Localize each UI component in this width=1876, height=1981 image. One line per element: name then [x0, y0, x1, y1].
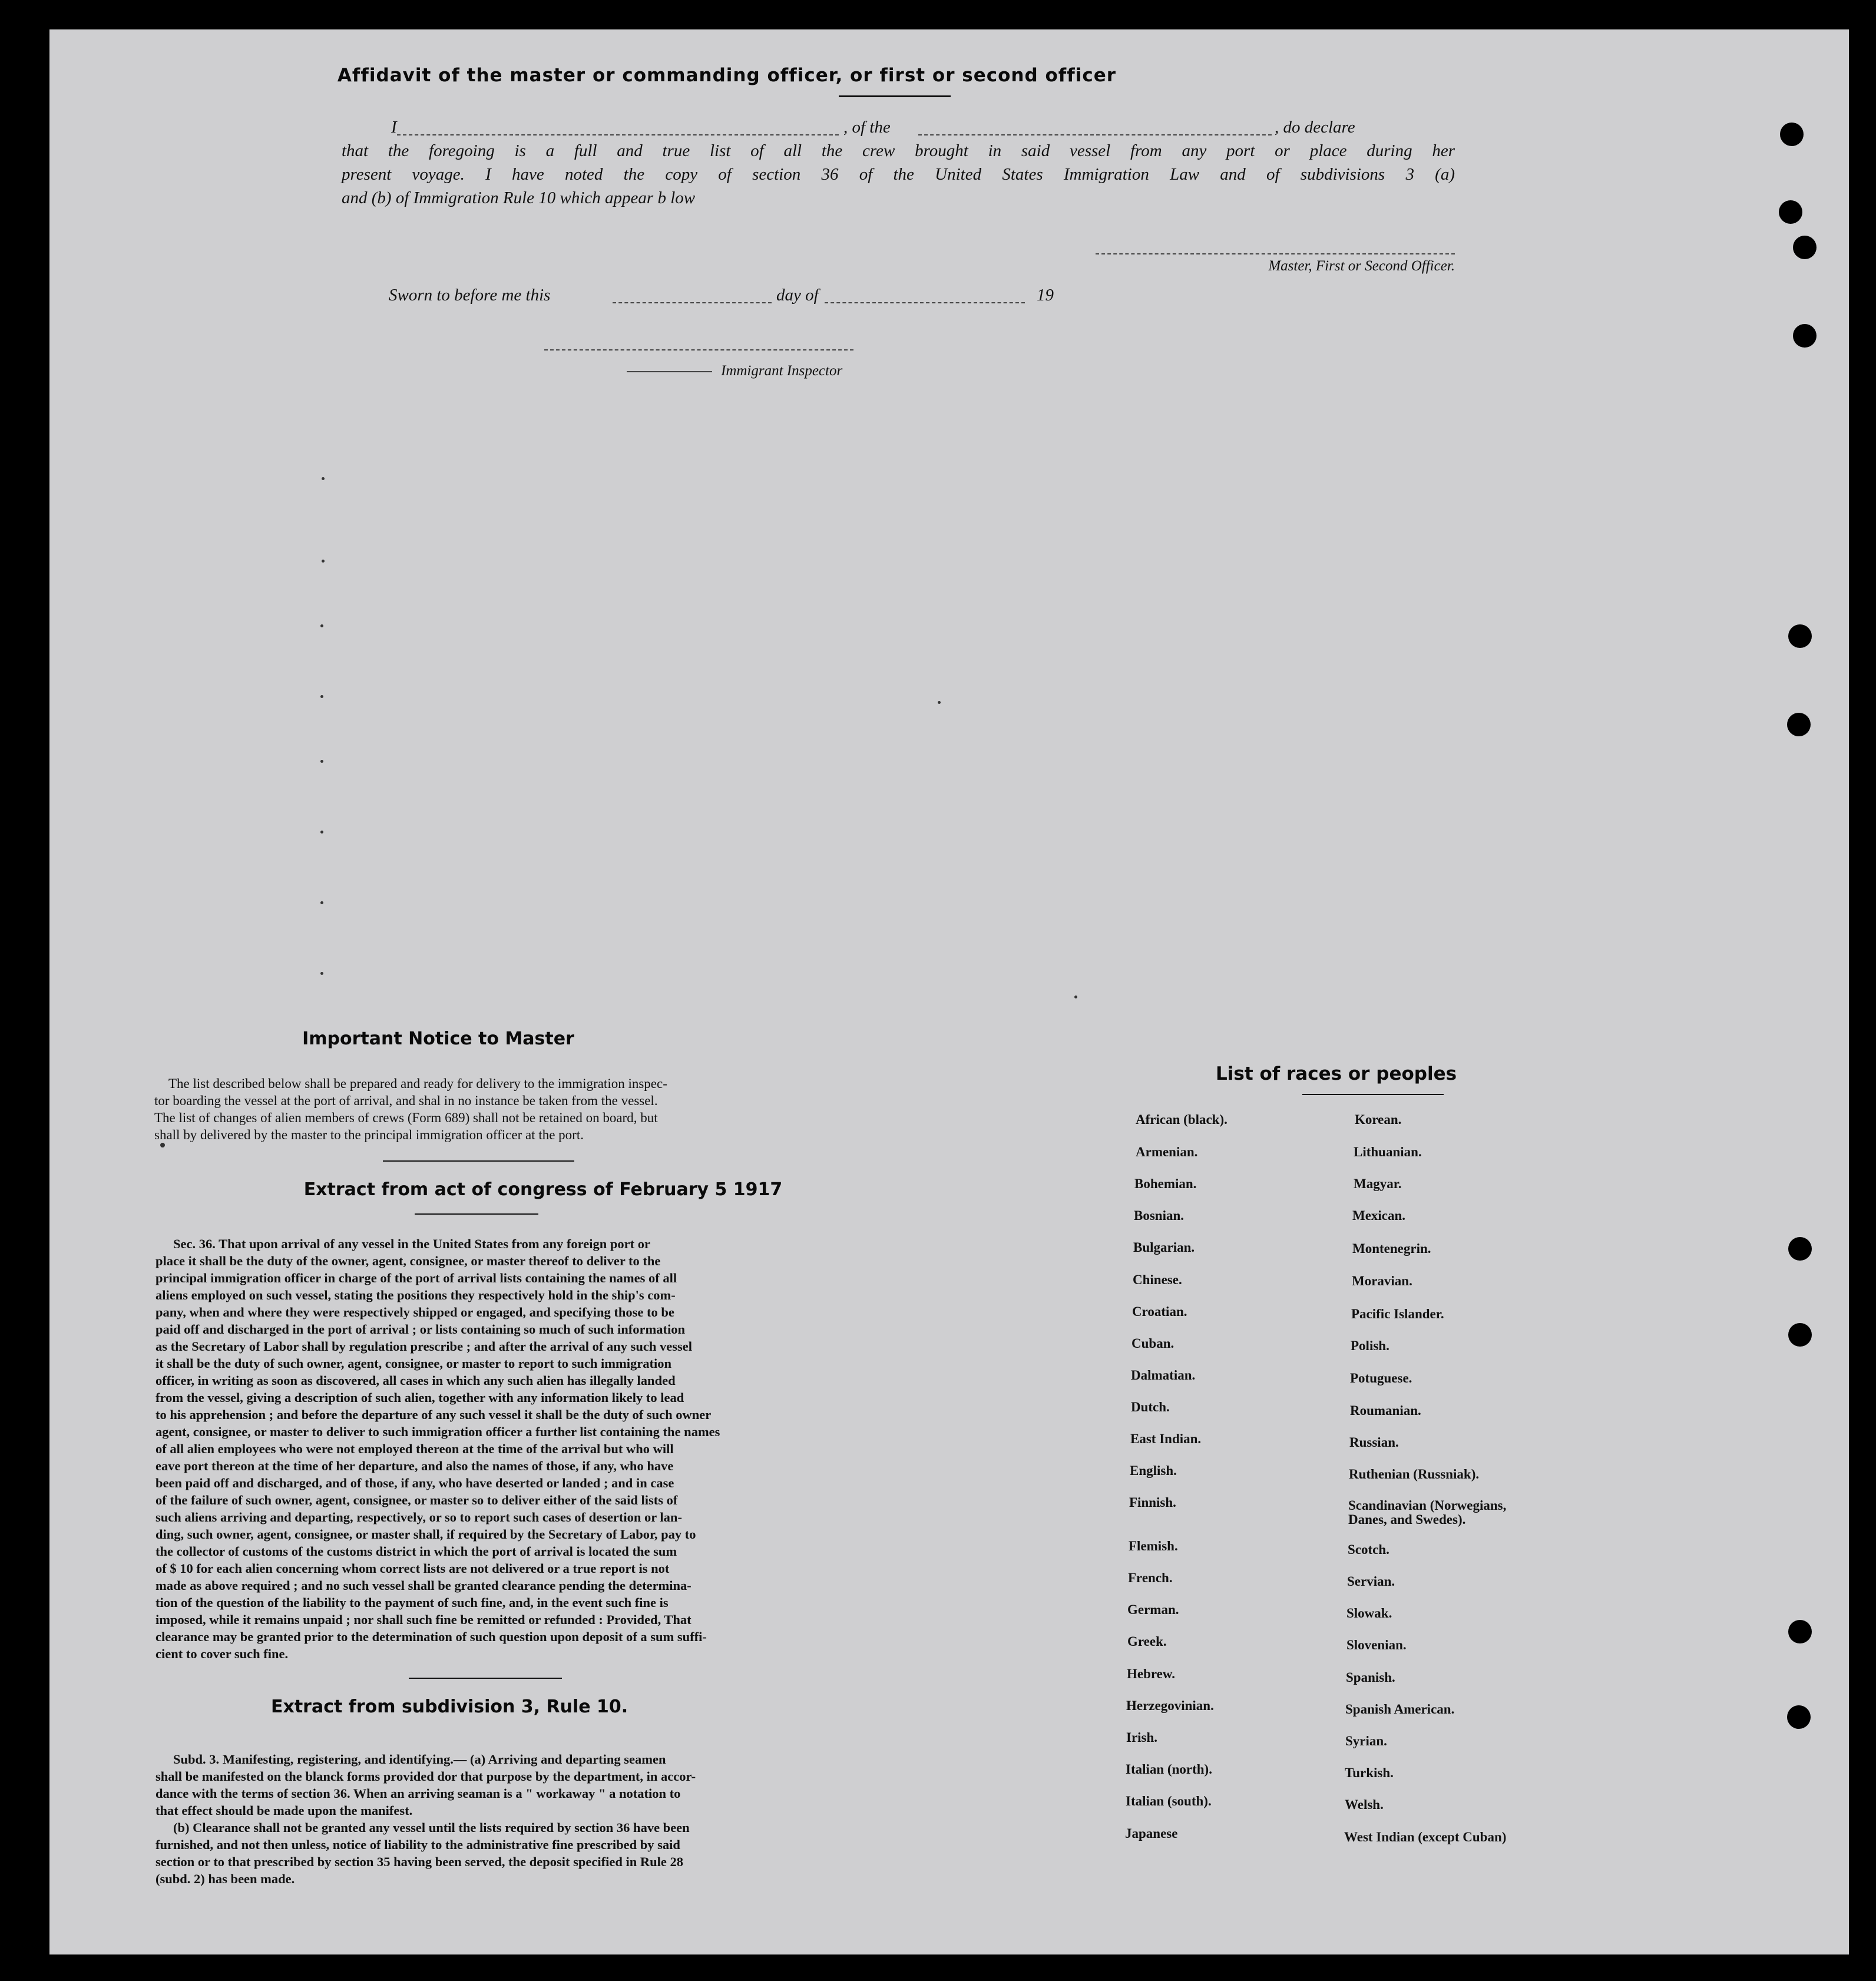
rule-line: (b) Clearance shall not be granted any vessel until the lists required by section 36 have been — [173, 1820, 690, 1835]
act-line: such aliens arriving and departing, respectively, or so to report such cases of desertion or lan- — [155, 1510, 682, 1524]
act-line: paid off and discharged in the port of arrival ; or lists containing so much of such information — [155, 1322, 686, 1337]
act-line: officer, in writing as soon as discovered, all cases in which any such alien has illegally landed — [155, 1373, 676, 1388]
race-item: Dutch. — [1131, 1400, 1170, 1414]
vessel-blank[interactable] — [918, 134, 1272, 135]
sworn-prefix: Sworn to before me this — [389, 286, 551, 305]
race-item: Montenegrin. — [1352, 1241, 1431, 1256]
race-item: Scotch. — [1348, 1542, 1389, 1557]
binder-hole — [1779, 200, 1802, 224]
divider — [415, 1213, 538, 1215]
race-item: Scandinavian (Norwegians, Danes, and Swedes). — [1348, 1498, 1507, 1527]
act-line: from the vessel, giving a description of such alien, together with any information likely to lead — [155, 1390, 684, 1405]
extract-rule-title: Extract from subdivision 3, Rule 10. — [271, 1696, 628, 1717]
speck — [322, 560, 325, 563]
affidavit-line-2: that the foregoing is a full and true list of all the crew brought in said vessel from any port or place during her — [342, 141, 1455, 160]
race-item: Hebrew. — [1127, 1666, 1175, 1681]
act-line: ding, such owner, agent, consignee, or master shall, if required by the Secretary of Labor, pay to — [155, 1527, 696, 1542]
rule-line: that effect should be made upon the manifest. — [155, 1803, 413, 1818]
document-page — [49, 29, 1849, 1954]
race-item: Slowak. — [1346, 1606, 1392, 1620]
act-line: pany, when and where they were respectively shipped or engaged, and specifying those to be — [155, 1305, 674, 1319]
master-signature-label: Master, First or Second Officer. — [1268, 258, 1455, 274]
race-item: Cuban. — [1131, 1336, 1174, 1351]
act-line: aliens employed on such vessel, stating the positions they respectively hold in the ship's com- — [155, 1288, 676, 1302]
act-line: principal immigration officer in charge of the port of arrival lists containing the names of all — [155, 1271, 677, 1285]
affidavit-i: I — [391, 118, 397, 137]
speck — [1074, 996, 1077, 998]
race-item: Syrian. — [1345, 1734, 1387, 1748]
affidavit-line-3: present voyage. I have noted the copy of section 36 of the United States Immigration Law and of subdivisions 3 (a) — [342, 165, 1455, 184]
inspector-signature-line-2 — [627, 371, 712, 372]
race-item: German. — [1127, 1602, 1179, 1617]
speck — [320, 624, 323, 627]
race-item: Greek. — [1127, 1634, 1167, 1649]
extract-rule-text — [155, 1751, 868, 1887]
race-item: Spanish American. — [1345, 1702, 1455, 1717]
race-item: Mexican. — [1352, 1208, 1406, 1223]
race-item: Turkish. — [1345, 1765, 1394, 1780]
act-line: of the failure of such owner, agent, consignee, or master so to deliver either of the said lists of — [155, 1493, 678, 1507]
act-line: place it shall be the duty of the owner, agent, consignee, or master thereof to deliver to the — [155, 1254, 661, 1268]
race-item: Armenian. — [1136, 1145, 1198, 1159]
speck — [320, 972, 323, 975]
binder-hole — [1780, 123, 1804, 146]
speck — [938, 701, 941, 704]
inspector-signature-line[interactable] — [544, 349, 853, 350]
race-item: Flemish. — [1129, 1539, 1178, 1553]
sworn-day-of: day of — [776, 286, 819, 305]
binder-hole — [1793, 324, 1817, 348]
race-item: Servian. — [1347, 1574, 1395, 1589]
notice-line: shall by delivered by the master to the principal immigration officer at the port. — [154, 1127, 584, 1142]
race-item: Welsh. — [1345, 1797, 1384, 1812]
race-item: Russian. — [1349, 1435, 1399, 1450]
binder-hole — [1788, 1237, 1812, 1261]
rule-line: (subd. 2) has been made. — [155, 1871, 295, 1886]
sworn-year: 19 — [1037, 286, 1054, 305]
race-item: Spanish. — [1346, 1670, 1395, 1685]
rule-line: Subd. 3. Manifesting, registering, and identifying.— (a) Arriving and departing seamen — [173, 1752, 666, 1767]
race-item: Magyar. — [1354, 1176, 1402, 1191]
day-blank[interactable] — [613, 302, 772, 303]
affidavit-title: Affidavit of the master or commanding officer, or first or second officer — [337, 65, 1117, 86]
race-item: Herzegovinian. — [1126, 1698, 1214, 1713]
rule-line: shall be manifested on the blanck forms provided dor that purpose by the department, in accor- — [155, 1769, 696, 1784]
affidavit-do-declare: , do declare — [1275, 118, 1355, 137]
master-signature-line[interactable] — [1096, 253, 1455, 254]
races-title-underline — [1302, 1094, 1444, 1095]
extract-act-text — [155, 1235, 868, 1662]
race-item: Finnish. — [1129, 1495, 1176, 1510]
affidavit-of-the: , of the — [843, 118, 891, 137]
race-item: Chinese. — [1133, 1272, 1182, 1287]
extract-act-title: Extract from act of congress of February 5 1917 — [303, 1179, 783, 1200]
race-item: African (black). — [1136, 1112, 1227, 1127]
act-line: to his apprehension ; and before the departure of any such vessel it shall be the duty of such owner — [155, 1407, 712, 1422]
race-item: French. — [1128, 1570, 1173, 1585]
race-item: English. — [1130, 1463, 1177, 1478]
race-item: Bosnian. — [1134, 1208, 1185, 1223]
act-line: eave port thereon at the time of her departure, and also the names of those, if any, who have — [155, 1459, 674, 1473]
race-item: Italian (north). — [1126, 1762, 1212, 1777]
race-item: Dalmatian. — [1131, 1368, 1196, 1383]
act-line: Sec. 36. That upon arrival of any vessel in the United States from any foreign port or — [173, 1236, 650, 1251]
notice-line: The list described below shall be prepared and ready for delivery to the immigration inspec- — [168, 1076, 667, 1091]
sworn-line — [389, 286, 1154, 309]
speck — [320, 695, 323, 698]
race-item: East Indian. — [1130, 1431, 1202, 1446]
binder-hole — [1787, 1705, 1811, 1729]
inspector-label: Immigrant Inspector — [721, 363, 843, 379]
speck — [320, 901, 323, 904]
race-item: Pacific Islander. — [1351, 1307, 1444, 1321]
affidavit-line-4: and (b) of Immigration Rule 10 which appear b low — [342, 188, 696, 207]
act-line: made as above required ; and no such vessel shall be granted clearance pending the determina- — [155, 1578, 691, 1593]
binder-hole — [1787, 713, 1811, 736]
act-line: clearance may be granted prior to the determination of such question upon deposit of a sum suffi- — [155, 1629, 707, 1644]
act-line: been paid off and discharged, and of those, if any, who have deserted or landed ; and in case — [155, 1476, 674, 1490]
race-item: Moravian. — [1352, 1274, 1412, 1288]
race-item: Ruthenian (Russniak). — [1349, 1467, 1480, 1481]
rule-line: furnished, and not then unless, notice of liability to the administrative fine prescribed by said — [155, 1837, 680, 1852]
speck — [160, 1143, 165, 1147]
race-item: West Indian (except Cuban) — [1344, 1830, 1507, 1844]
race-item: Bulgarian. — [1133, 1240, 1195, 1255]
month-blank[interactable] — [825, 302, 1025, 303]
notice-text — [154, 1075, 849, 1143]
race-item: Japanese — [1125, 1826, 1178, 1841]
act-line: as the Secretary of Labor shall by regulation prescribe ; and after the arrival of any such vessel — [155, 1339, 692, 1354]
notice-line: tor boarding the vessel at the port of arrival, and shal in no instance be taken from the vessel. — [154, 1093, 658, 1108]
race-item: Bohemian. — [1134, 1176, 1197, 1191]
divider — [383, 1160, 574, 1162]
speck — [320, 760, 323, 763]
race-item: Irish. — [1126, 1730, 1158, 1745]
race-item: Slovenian. — [1346, 1638, 1407, 1652]
race-item: Croatian. — [1132, 1304, 1187, 1319]
act-line: of all alien employees who were not employed thereon at the time of the arrival but who will — [155, 1441, 674, 1456]
affidavit-line-1 — [391, 118, 1569, 141]
race-item: Lithuanian. — [1354, 1145, 1422, 1159]
binder-hole — [1793, 236, 1817, 259]
race-item: Polish. — [1351, 1338, 1389, 1353]
notice-title: Important Notice to Master — [302, 1028, 574, 1049]
act-line: agent, consignee, or master to deliver to such immigration officer a further list containing the names — [155, 1424, 720, 1439]
binder-hole — [1788, 624, 1812, 648]
name-blank[interactable] — [397, 134, 839, 135]
speck — [320, 831, 323, 834]
act-line: it shall be the duty of such owner, agent, consignee, or master to report to such immigration — [155, 1356, 672, 1371]
race-item: Potuguese. — [1350, 1371, 1412, 1385]
race-item: Italian (south). — [1126, 1794, 1212, 1808]
act-line: imposed, while it remains unpaid ; nor shall such fine be remitted or refunded : Provided, That — [155, 1612, 691, 1627]
races-title: List of races or peoples — [1216, 1063, 1457, 1084]
act-line: cient to cover such fine. — [155, 1646, 289, 1661]
act-line: of $ 10 for each alien concerning whom correct lists are not delivered or a true report is not — [155, 1561, 670, 1576]
affidavit-title-underline — [839, 95, 951, 97]
divider — [409, 1678, 562, 1679]
race-item: Roumanian. — [1350, 1403, 1421, 1418]
race-item: Korean. — [1355, 1112, 1402, 1127]
act-line: tion of the question of the liability to the payment of such fine, and, in the event such fine is — [155, 1595, 669, 1610]
speck — [322, 477, 325, 480]
rule-line: section or to that prescribed by section 35 having been served, the deposit specified in Rule 28 — [155, 1854, 684, 1869]
binder-hole — [1788, 1323, 1812, 1347]
act-line: the collector of customs of the customs district in which the port of arrival is located the sum — [155, 1544, 677, 1559]
rule-line: dance with the terms of section 36. When an arriving seaman is a " workaway " a notation to — [155, 1786, 681, 1801]
notice-line: The list of changes of alien members of crews (Form 689) shall not be retained on board, but — [154, 1110, 658, 1125]
binder-hole — [1788, 1620, 1812, 1643]
